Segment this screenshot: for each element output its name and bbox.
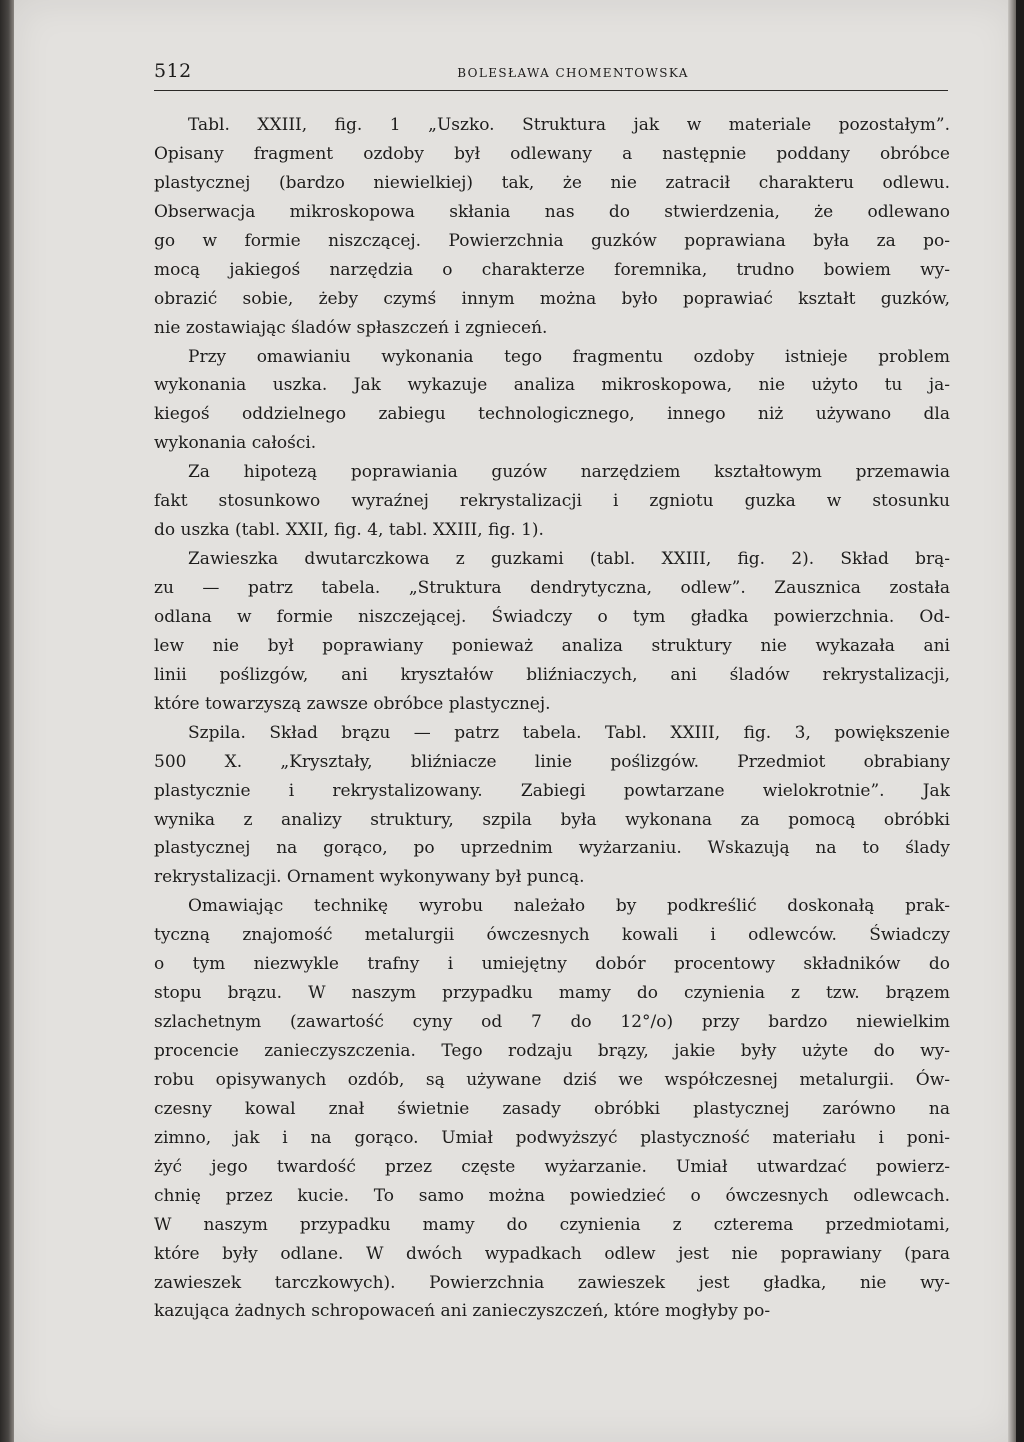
text-line: kiegoś oddzielnego zabiegu technologicznego, innego niż używano dla: [154, 404, 950, 425]
text-line: do uszka (tabl. XXII, fig. 4, tabl. XXIII, fig. 1).: [154, 520, 544, 541]
text-line: Za hipotezą poprawiania guzów narzędziem kształtowym przemawia: [188, 462, 950, 483]
text-line: fakt stosunkowo wyraźnej rekrystalizacji i zgniotu guzka w stosunku: [154, 491, 950, 512]
body-text: [154, 111, 950, 1326]
text-line: które były odlane. W dwóch wypadkach odlew jest nie poprawiany (para: [154, 1243, 950, 1264]
page-number: 512: [154, 60, 192, 82]
text-line: mocą jakiegoś narzędzia o charakterze foremnika, trudno bowiem wy-: [154, 259, 950, 280]
text-line: wynika z analizy struktury, szpila była wykonana za pomocą obróbki: [154, 809, 950, 830]
text-line: obrazić sobie, żeby czymś innym można było poprawiać kształt guzków,: [154, 288, 950, 309]
text-line: wykonania uszka. Jak wykazuje analiza mikroskopowa, nie użyto tu ja-: [154, 375, 950, 396]
text-line: nie zostawiając śladów spłaszczeń i zgnieceń.: [154, 317, 548, 338]
text-line: tyczną znajomość metalurgii ówczesnych kowali i odlewców. Świadczy: [154, 925, 950, 946]
paragraph: [154, 892, 950, 1326]
text-line: linii poślizgów, ani kryształów bliźniaczych, ani śladów rekrystalizacji,: [154, 664, 950, 685]
text-line: Szpila. Skład brązu — patrz tabela. Tabl. XXIII, fig. 3, powiększenie: [188, 722, 950, 743]
paragraph: [154, 719, 950, 893]
text-line: czesny kowal znał świetnie zasady obróbki plastycznej zarówno na: [154, 1098, 950, 1119]
text-line: zu — patrz tabela. „Struktura dendrytyczna, odlew”. Zausznica została: [154, 578, 950, 598]
paragraph: [154, 458, 950, 545]
running-head: BOLESŁAWA CHOMENTOWSKA: [457, 66, 689, 80]
text-line: zimno, jak i na gorąco. Umiał podwyższyć plastyczność materiału i poni-: [154, 1127, 950, 1148]
text-line: zawieszek tarczkowych). Powierzchnia zawieszek jest gładka, nie wy-: [154, 1272, 950, 1293]
text-line: które towarzyszą zawsze obróbce plastycznej.: [154, 693, 551, 714]
paragraph: [154, 343, 950, 459]
text-line: robu opisywanych ozdób, są używane dziś we współczesnej metalurgii. Ów-: [154, 1069, 950, 1090]
text-line: szlachetnym (zawartość cyny od 7 do 12°/o) przy bardzo niewielkim: [154, 1012, 950, 1033]
scan-left-edge: [0, 0, 14, 1442]
text-line: lew nie był poprawiany ponieważ analiza struktury nie wykazała ani: [154, 635, 950, 656]
text-line: 500 X. „Kryształy, bliźniacze linie poślizgów. Przedmiot obrabiany: [154, 751, 950, 772]
text-line: plastycznie i rekrystalizowany. Zabiegi powtarzane wielokrotnie”. Jak: [154, 780, 950, 801]
text-line: Zawieszka dwutarczkowa z guzkami (tabl. XXIII, fig. 2). Skład brą-: [188, 549, 950, 570]
text-line: stopu brązu. W naszym przypadku mamy do czynienia z tzw. brązem: [154, 983, 950, 1004]
text-line: żyć jego twardość przez częste wyżarzanie. Umiał utwardzać powierz-: [154, 1156, 950, 1177]
text-line: o tym niezwykle trafny i umiejętny dobór procentowy składników do: [154, 954, 950, 975]
page-header: [154, 60, 948, 91]
text-line: W naszym przypadku mamy do czynienia z czterema przedmiotami,: [154, 1214, 950, 1235]
text-line: chnię przez kucie. To samo można powiedzieć o ówczesnych odlewcach.: [154, 1185, 950, 1206]
text-line: Opisany fragment ozdoby był odlewany a następnie poddany obróbce: [154, 143, 950, 164]
text-line: plastycznej na gorąco, po uprzednim wyżarzaniu. Wskazują na to ślady: [154, 838, 950, 859]
text-line: rekrystalizacji. Ornament wykonywany był puncą.: [154, 867, 585, 888]
text-line: plastycznej (bardzo niewielkiej) tak, że nie zatracił charakteru odlewu.: [154, 172, 950, 193]
text-line: odlana w formie niszczejącej. Świadczy o tym gładka powierzchnia. Od-: [154, 606, 950, 627]
paragraph: [154, 111, 950, 343]
paragraph: [154, 545, 950, 719]
text-line: Omawiając technikę wyrobu należało by podkreślić doskonałą prak-: [188, 896, 950, 917]
text-line: kazująca żadnych schropowaceń ani zanieczyszczeń, które mogłyby po-: [154, 1301, 771, 1322]
text-line: wykonania całości.: [154, 433, 317, 454]
text-line: Tabl. XXIII, fig. 1 „Uszko. Struktura jak w materiale pozostałym”.: [188, 115, 950, 135]
text-line: Obserwacja mikroskopowa skłania nas do stwierdzenia, że odlewano: [154, 201, 950, 222]
scan-right-edge: [1008, 0, 1016, 1442]
text-line: go w formie niszczącej. Powierzchnia guzków poprawiana była za po-: [154, 230, 950, 251]
text-line: procencie zanieczyszczenia. Tego rodzaju brązy, jakie były użyte do wy-: [154, 1041, 950, 1061]
text-line: Przy omawianiu wykonania tego fragmentu ozdoby istnieje problem: [188, 346, 950, 367]
